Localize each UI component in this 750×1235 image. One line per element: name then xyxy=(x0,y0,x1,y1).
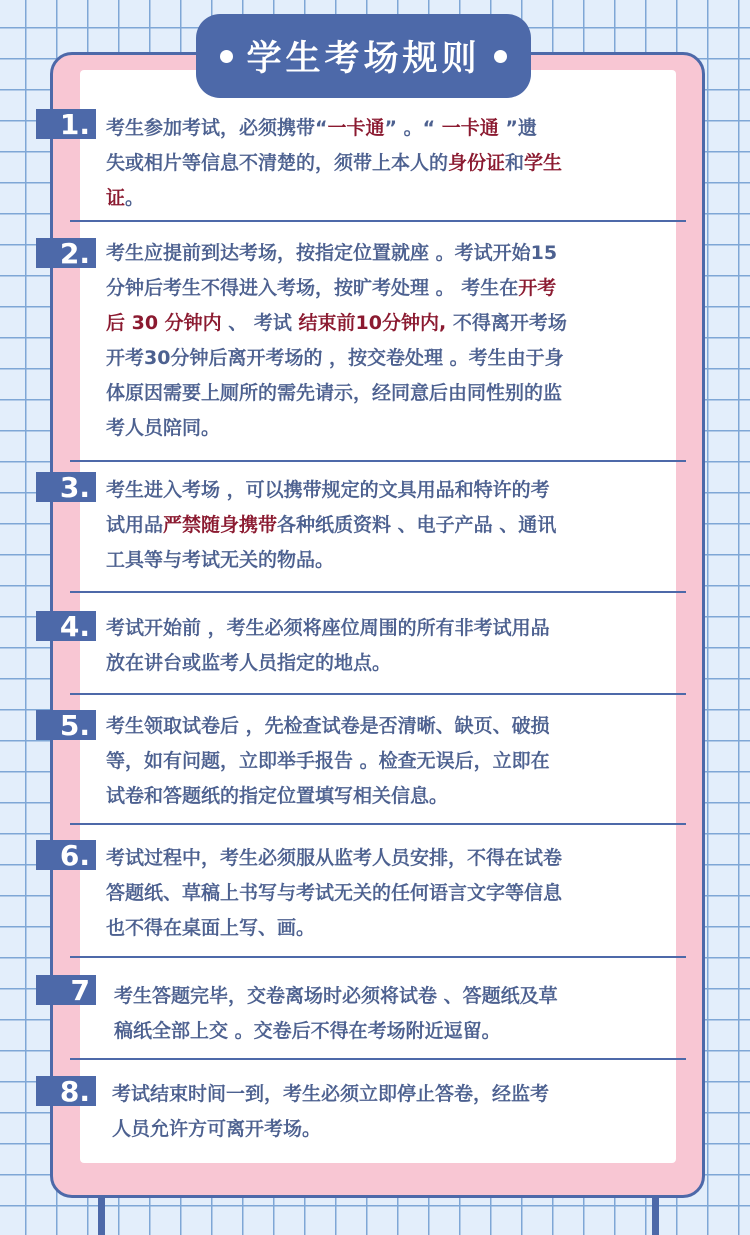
rule-line xyxy=(106,709,666,744)
rule-line xyxy=(112,1112,672,1147)
rule-line xyxy=(106,146,666,181)
rule-line xyxy=(106,779,666,814)
rule-text: 答题纸、草稿上书写与考试无关的任何语言文字等信息 xyxy=(106,882,563,904)
rule-line xyxy=(106,111,666,146)
rule-text: 考生进入考场 ，可以携带规定的文具用品和特许的考 xyxy=(106,479,550,501)
rule-line xyxy=(106,236,666,271)
rule-emphasis-text: 一卡通 xyxy=(327,117,385,139)
rule-line xyxy=(114,1014,674,1049)
rule-line xyxy=(106,876,666,911)
title-dot-left xyxy=(220,50,233,63)
page-title: 学生考场规则 xyxy=(246,39,481,79)
rule-number-badge xyxy=(36,975,96,1005)
rule-number: 6. xyxy=(59,838,90,872)
rule-text: 开考30分钟后离开考场的 ，按交卷处理 。考生由于身 xyxy=(106,347,564,369)
rule-text: 考生参加考试，必须携带“ xyxy=(106,117,328,139)
rule-line xyxy=(106,841,666,876)
rule-text: 考人员陪同。 xyxy=(106,417,221,439)
rule-line xyxy=(106,744,666,779)
board-stand-leg-right xyxy=(652,1196,659,1235)
rule-8-text xyxy=(112,1077,672,1147)
rule-line xyxy=(106,611,666,646)
rule-5-text xyxy=(106,709,666,814)
rule-line xyxy=(106,911,666,946)
rule-line xyxy=(106,341,666,376)
rule-emphasis-text: 严禁随身携带 xyxy=(163,514,278,536)
rule-divider xyxy=(70,1058,686,1060)
rule-text: 考生应提前到达考场，按指定位置就座 。考试开始15 xyxy=(106,242,558,264)
board-stand-leg-left xyxy=(98,1196,105,1235)
rule-text: 失或相片等信息不清楚的，须带上本人的 xyxy=(106,152,449,174)
rule-number-badge xyxy=(36,109,96,139)
rule-line xyxy=(106,508,666,543)
rule-4-text xyxy=(106,611,666,681)
rule-emphasis-text: 后 30 分钟内 xyxy=(106,312,222,334)
rule-emphasis-text: 开考 xyxy=(518,277,557,299)
rule-number: 4. xyxy=(59,609,90,643)
rule-text: 考生领取试卷后 ，先检查试卷是否清晰、缺页、破损 xyxy=(106,715,550,737)
rule-divider xyxy=(70,693,686,695)
rule-emphasis-text: 证 xyxy=(106,187,126,209)
rule-number-badge xyxy=(36,710,96,740)
rule-text: 、 考试 xyxy=(221,312,299,334)
rule-1-text xyxy=(106,111,666,216)
rule-text: 等，如有问题，立即举手报告 。检查无误后，立即在 xyxy=(106,750,550,772)
rule-text: 工具等与考试无关的物品。 xyxy=(106,549,335,571)
rule-number: 3. xyxy=(59,470,90,504)
rule-text: 分钟后考生不得进入考场，按旷考处理 。 考生在 xyxy=(106,277,519,299)
rule-text: ” 。“ xyxy=(384,117,442,139)
rule-text: 人员允许方可离开考场。 xyxy=(112,1118,322,1140)
rule-2-text xyxy=(106,236,666,446)
rule-3-text xyxy=(106,473,666,578)
rule-text: 试卷和答题纸的指定位置填写相关信息。 xyxy=(106,785,449,807)
rule-text: 体原因需要上厕所的需先请示，经同意后由同性别的监 xyxy=(106,382,563,404)
rule-emphasis-text: 身份证 xyxy=(448,152,506,174)
title-dot-right xyxy=(494,50,507,63)
rule-number: 2. xyxy=(59,236,90,270)
rule-text: 放在讲台或监考人员指定的地点。 xyxy=(106,652,392,674)
rule-text: 不得离开考场 xyxy=(446,312,567,334)
rule-emphasis-text: 一卡通 xyxy=(441,117,499,139)
rule-number: 8. xyxy=(59,1074,90,1108)
rule-number-badge xyxy=(36,1076,96,1106)
rule-number: 5. xyxy=(59,708,90,742)
rule-text: 稿纸全部上交 。交卷后不得在考场附近逗留。 xyxy=(114,1020,501,1042)
rule-number: 7 xyxy=(70,973,90,1007)
rule-number-badge xyxy=(36,472,96,502)
rule-number-badge xyxy=(36,840,96,870)
rule-divider xyxy=(70,823,686,825)
rule-text: 试用品 xyxy=(106,514,164,536)
rule-text: ”遗 xyxy=(498,117,537,139)
rule-divider xyxy=(70,591,686,593)
rule-divider xyxy=(70,220,686,222)
rule-line xyxy=(106,473,666,508)
rule-line xyxy=(106,376,666,411)
rule-7-text xyxy=(114,979,674,1049)
rule-emphasis-text: 学生 xyxy=(524,152,563,174)
rule-line xyxy=(106,646,666,681)
rule-text: 考生答题完毕，交卷离场时必须将试卷 、答题纸及草 xyxy=(114,985,558,1007)
rule-number-badge xyxy=(36,238,96,268)
rule-6-text xyxy=(106,841,666,946)
rule-text: 。 xyxy=(125,187,145,209)
rule-divider xyxy=(70,956,686,958)
rule-divider xyxy=(70,460,686,462)
rule-line xyxy=(112,1077,672,1112)
rule-line xyxy=(106,271,666,306)
rule-line xyxy=(106,181,666,216)
rule-text: 各种纸质资料 、电子产品 、通讯 xyxy=(277,514,557,536)
rule-text: 也不得在桌面上写、画。 xyxy=(106,917,316,939)
title-banner xyxy=(196,14,531,98)
rule-text: 和 xyxy=(505,152,525,174)
rule-number-badge xyxy=(36,611,96,641)
rule-text: 考试过程中，考生必须服从监考人员安排，不得在试卷 xyxy=(106,847,563,869)
rule-number: 1. xyxy=(59,107,90,141)
rule-line xyxy=(106,411,666,446)
rule-text: 考试开始前 ，考生必须将座位周围的所有非考试用品 xyxy=(106,617,550,639)
rule-line xyxy=(106,543,666,578)
rule-text: 考试结束时间一到，考生必须立即停止答卷，经监考 xyxy=(112,1083,550,1105)
rule-line xyxy=(114,979,674,1014)
rule-line xyxy=(106,306,666,341)
rule-emphasis-text: 结束前10分钟内, xyxy=(298,312,447,334)
